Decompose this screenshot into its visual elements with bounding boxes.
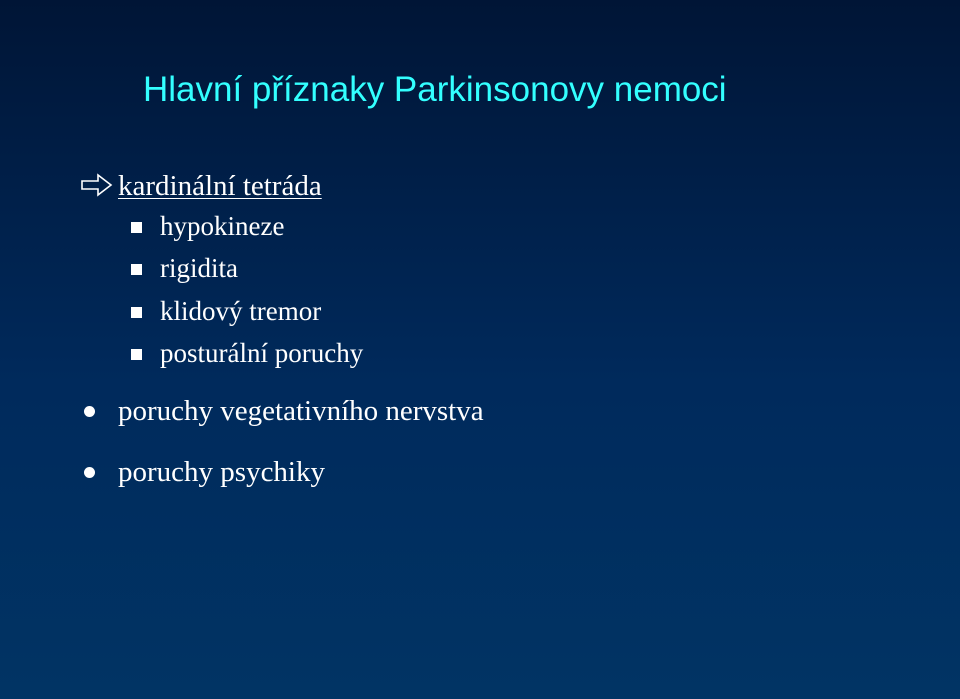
subitem-rigidita: rigidita [160,253,238,283]
subitem-posturalni-poruchy: posturální poruchy [160,338,364,368]
square-bullet-icon [131,222,142,233]
subitem-hypokineze: hypokineze [160,211,285,241]
square-bullet-icon [131,349,142,360]
slide-title: Hlavní příznaky Parkinsonovy nemoci [143,70,727,109]
round-bullet-icon [84,467,95,478]
square-bullet-icon [131,307,142,318]
square-bullet-icon [131,264,142,275]
bullet-item-poruchy-psychiky: poruchy psychiky [118,456,325,488]
bullet-item-poruchy-vegetativniho-nervstva: poruchy vegetativního nervstva [118,395,484,427]
subitem-klidovy-tremor: klidový tremor [160,296,322,326]
round-bullet-icon [84,406,95,417]
hollow-arrow-icon [80,172,114,198]
bullet-item-kardinalni-tetrada: kardinální tetráda [118,170,322,202]
